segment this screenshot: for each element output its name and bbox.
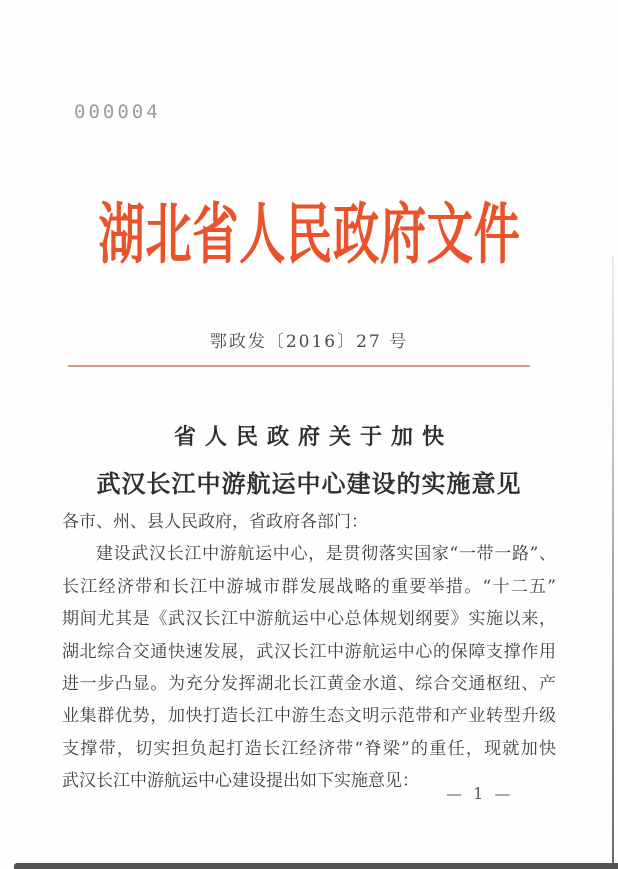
doc-number: 鄂政发〔2016〕27 号	[209, 332, 409, 352]
letterhead-title: 湖北省人民政府文件	[97, 195, 521, 273]
body-line: 支撑带，切实担负起打造长江经济带“脊梁”的重任，现就加快	[62, 738, 556, 759]
body-line: 业集群优势，加快打造长江中游生态文明示范带和产业转型升级	[62, 706, 556, 727]
serial-number-stamp: 000004	[74, 101, 161, 123]
red-rule	[68, 365, 530, 367]
body-line: 建设武汉长江中游航运中心，是贯彻落实国家“一带一路”、	[96, 544, 556, 565]
scan-edge-bottom-shadow	[14, 863, 618, 869]
body-paragraph	[62, 506, 556, 798]
doc-title	[0, 420, 618, 499]
body-line: 各市、州、县人民政府，省政府各部门：	[62, 512, 368, 532]
body-line: 进一步凸显。为充分发挥湖北长江黄金水道、综合交通枢纽、产	[62, 673, 556, 694]
body-line: 湖北综合交通快速发展，武汉长江中游航运中心的保障支撑作用	[62, 641, 556, 662]
letterhead	[0, 195, 618, 273]
body-line: 期间尤其是《武汉长江中游航运中心总体规划纲要》实施以来，	[62, 609, 556, 630]
page-number: — 1 —	[446, 784, 514, 803]
doc-title-line2: 武汉长江中游航运中心建设的实施意见	[96, 469, 522, 498]
scan-edge-right-shadow	[612, 255, 614, 864]
doc-title-line1: 省人民政府关于加快	[173, 424, 453, 450]
body-line: 长江经济带和长江中游城市群发展战略的重要举措。“十二五”	[62, 576, 556, 597]
body-line: 武汉长江中游航运中心建设提出如下实施意见：	[62, 771, 419, 792]
